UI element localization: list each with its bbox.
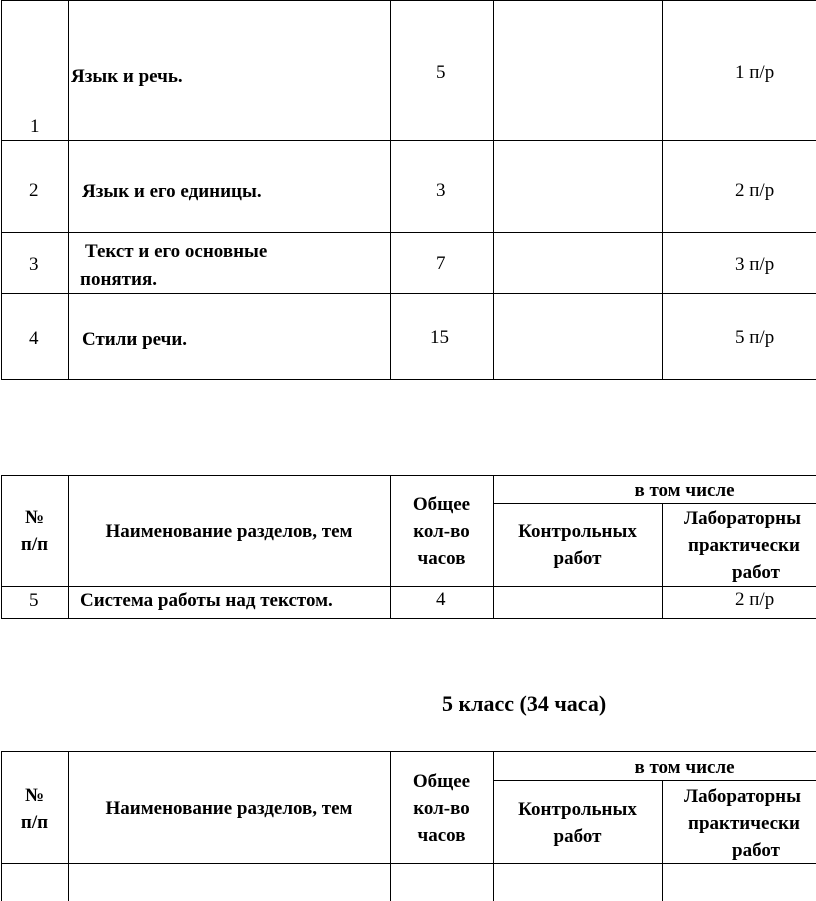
lab-works-header-line1: Лабораторны xyxy=(684,786,801,807)
lab-works-value: 2 п/р xyxy=(735,589,775,610)
row-border xyxy=(1,586,816,587)
including-group-header: в том числе xyxy=(634,480,735,501)
hours-value: 4 xyxy=(436,589,446,610)
row-border xyxy=(1,618,816,619)
number-header-line2: п/п xyxy=(20,812,49,833)
row-border xyxy=(1,475,816,476)
lab-works-header-line2: практически xyxy=(688,535,800,556)
number-header-line2: п/п xyxy=(20,534,49,555)
topic-name: Язык и речь. xyxy=(71,66,183,87)
topic-name-header: Наименование разделов, тем xyxy=(105,521,353,542)
hours-value: 15 xyxy=(430,327,449,348)
hours-value: 3 xyxy=(436,180,446,201)
control-works-header-line1: Контрольных xyxy=(518,799,637,820)
topic-name-line2: понятия. xyxy=(80,269,157,290)
row-number: 5 xyxy=(29,590,39,611)
section-title: 5 класс (34 часа) xyxy=(442,691,607,716)
row-border xyxy=(1,0,816,1)
lab-works-header-line2: практически xyxy=(688,813,800,834)
column-border xyxy=(68,475,69,619)
including-group-header: в том числе xyxy=(634,757,735,778)
lab-works-value: 1 п/р xyxy=(735,62,775,83)
control-works-header-line1: Контрольных xyxy=(518,521,637,542)
number-header-line1: № xyxy=(24,507,45,528)
row-number: 4 xyxy=(29,328,39,349)
control-works-header-line2: работ xyxy=(553,548,602,569)
hours-header-line2: кол-во xyxy=(413,521,470,542)
row-border xyxy=(1,232,816,233)
topic-name: Язык и его единицы. xyxy=(82,181,262,202)
number-header-line1: № xyxy=(24,785,45,806)
control-works-header-line2: работ xyxy=(553,826,602,847)
row-border xyxy=(1,863,816,864)
row-number: 2 xyxy=(29,180,39,201)
topic-name: Стили речи. xyxy=(82,329,188,350)
row-border xyxy=(1,751,816,752)
lab-works-value: 5 п/р xyxy=(735,327,775,348)
hours-value: 5 xyxy=(436,62,446,83)
topic-name-line1: Текст и его основные xyxy=(85,241,268,262)
column-border xyxy=(662,503,663,619)
row-border xyxy=(1,293,816,294)
row-border xyxy=(1,379,816,380)
hours-header-line1: Общее xyxy=(412,494,471,515)
column-border xyxy=(68,751,69,901)
row-number: 1 xyxy=(30,116,40,137)
column-border xyxy=(493,0,494,380)
lab-works-header-line1: Лабораторны xyxy=(684,508,801,529)
column-border xyxy=(390,0,391,380)
hours-header-line1: Общее xyxy=(412,771,471,792)
lab-works-value: 2 п/р xyxy=(735,180,775,201)
hours-header-line3: часов xyxy=(417,548,466,569)
column-border xyxy=(1,0,2,380)
topic-name-header: Наименование разделов, тем xyxy=(105,798,353,819)
column-border xyxy=(662,0,663,380)
hours-value: 7 xyxy=(436,253,446,274)
column-border xyxy=(662,780,663,901)
row-border xyxy=(1,140,816,141)
lab-works-header-line3: работ xyxy=(732,840,780,861)
lab-works-value: 3 п/р xyxy=(735,254,775,275)
hours-header-line3: часов xyxy=(417,825,466,846)
topic-name: Система работы над текстом. xyxy=(80,590,333,611)
hours-header-line2: кол-во xyxy=(413,798,470,819)
column-border xyxy=(68,0,69,380)
lab-works-header-line3: работ xyxy=(732,562,780,583)
row-number: 3 xyxy=(29,254,39,275)
